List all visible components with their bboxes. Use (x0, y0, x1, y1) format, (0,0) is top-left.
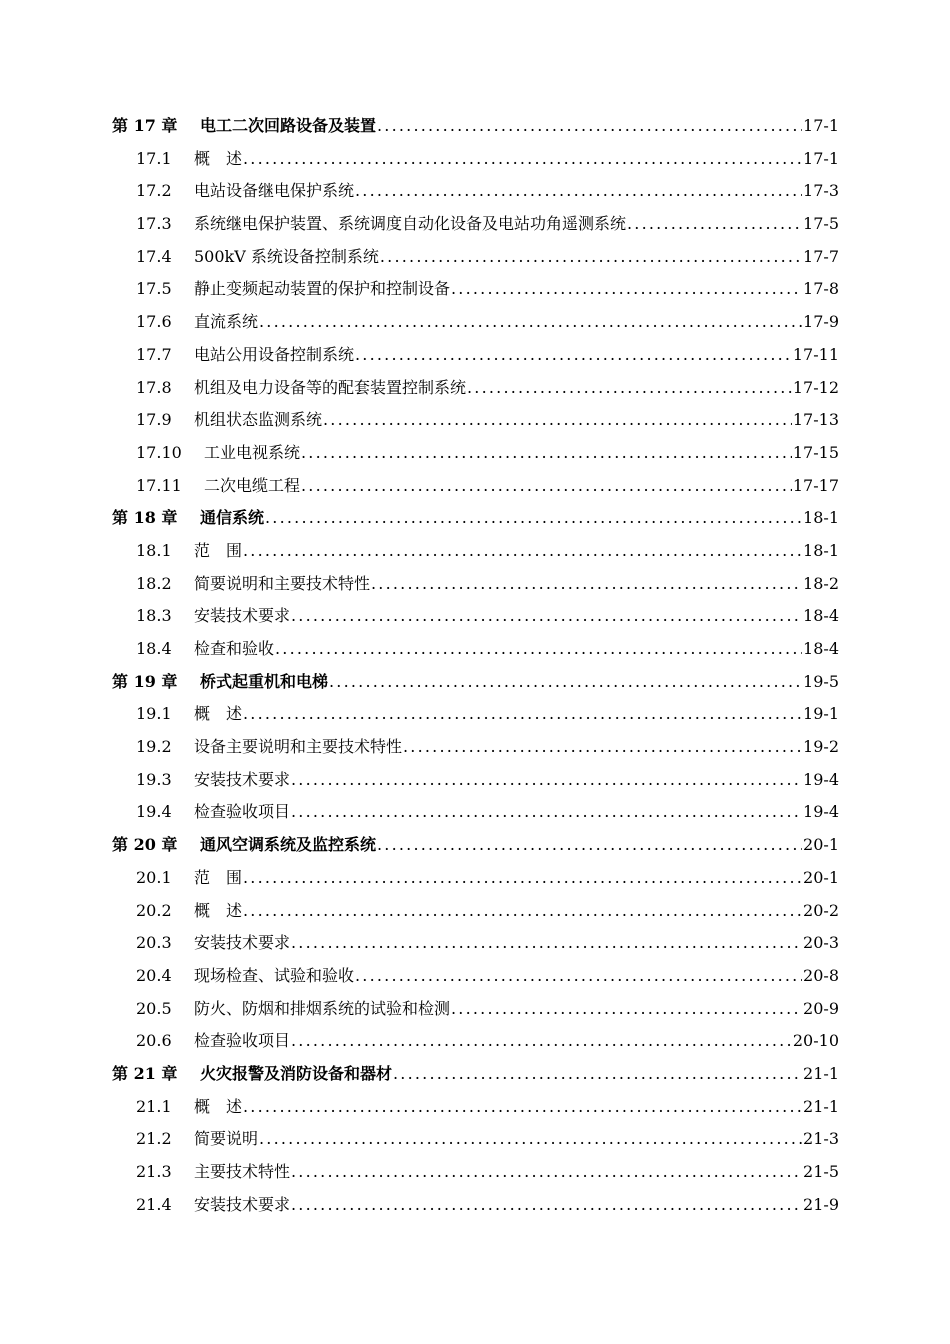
dot-leader (291, 1156, 802, 1189)
toc-page-number: 17-7 (803, 246, 839, 266)
toc-entry-number: 19.3 (136, 769, 172, 789)
toc-page-number: 18-4 (803, 639, 839, 658)
dot-leader (301, 470, 792, 503)
toc-entry-number: 第 18 章 (112, 508, 178, 528)
toc-page-number: 18-1 (803, 508, 839, 528)
toc-entry-title: 工业电视系统 (204, 442, 301, 462)
toc-entry-title: 静止变频起动装置的保护和控制设备 (194, 279, 451, 299)
toc-page-number: 20-3 (803, 933, 839, 953)
toc-entry-title: 通信系统 (200, 508, 265, 528)
toc-entry-title: 设备主要说明和主要技术特性 (194, 737, 403, 757)
toc-entry-title: 安装技术要求 (194, 606, 291, 626)
dot-leader (243, 862, 802, 895)
toc-section-entry[interactable] (112, 404, 839, 437)
toc-entry-number: 19.2 (136, 737, 172, 757)
dot-leader (259, 1123, 802, 1156)
toc-entry-number: 17.2 (136, 181, 172, 201)
toc-section-entry[interactable] (112, 437, 839, 470)
toc-entry-number: 17.11 (136, 475, 182, 495)
toc-entry-number: 17.7 (136, 344, 172, 364)
toc-section-entry[interactable] (112, 372, 839, 405)
toc-page-number: 17-17 (792, 475, 839, 495)
toc-entry-title: 机组状态监测系统 (194, 410, 323, 430)
toc-section-entry[interactable] (112, 208, 839, 241)
dot-leader (291, 927, 802, 960)
toc-entry-title: 直流系统 (194, 312, 259, 332)
toc-entry-title: 现场检查、试验和验收 (194, 965, 355, 985)
toc-page-number: 19-5 (803, 671, 839, 691)
toc-section-entry[interactable] (112, 600, 839, 633)
toc-entry-title: 二次电缆工程 (204, 475, 301, 495)
toc-section-entry[interactable] (112, 339, 839, 372)
toc-page-number: 17-1 (803, 116, 839, 135)
toc-section-entry[interactable] (112, 895, 839, 928)
toc-entry-number: 20.6 (136, 1031, 172, 1051)
toc-page-number: 20-2 (803, 900, 839, 920)
toc-entry-title: 概 述 (194, 148, 243, 168)
toc-entry-number: 19.1 (136, 704, 172, 724)
toc-page-number: 19-2 (803, 737, 839, 757)
toc-entry-number: 18.4 (136, 639, 172, 658)
dot-leader (243, 1091, 802, 1124)
toc-section-entry[interactable] (112, 1123, 839, 1156)
toc-page-number: 20-1 (803, 867, 839, 887)
dot-leader (291, 796, 802, 829)
dot-leader (451, 993, 802, 1026)
toc-section-entry[interactable] (112, 273, 839, 306)
toc-section-entry[interactable] (112, 535, 839, 568)
dot-leader (403, 731, 802, 764)
toc-section-entry[interactable] (112, 960, 839, 993)
toc-page-number: 21-5 (803, 1162, 839, 1181)
toc-section-entry[interactable] (112, 143, 839, 176)
dot-leader (355, 339, 792, 372)
dot-leader (301, 437, 792, 470)
toc-entry-number: 18.2 (136, 573, 172, 593)
dot-leader (259, 306, 802, 339)
toc-entry-number: 21.2 (136, 1129, 172, 1149)
dot-leader (291, 1189, 802, 1222)
toc-page-number: 17-5 (803, 214, 839, 234)
dot-leader (323, 404, 792, 437)
dot-leader (377, 110, 802, 143)
toc-section-entry[interactable] (112, 1156, 839, 1189)
toc-entry-number: 17.1 (136, 148, 172, 168)
toc-page-number: 18-2 (803, 573, 839, 593)
toc-entry-number: 18.1 (136, 540, 172, 560)
toc-page-number: 19-1 (803, 704, 839, 724)
toc-chapter-entry[interactable] (112, 666, 839, 699)
toc-section-entry[interactable] (112, 1189, 839, 1222)
toc-entry-number: 第 20 章 (112, 835, 178, 855)
toc-section-entry[interactable] (112, 698, 839, 731)
toc-page-number: 19-4 (803, 802, 839, 822)
toc-entry-number: 20.5 (136, 998, 172, 1018)
toc-page-number: 18-4 (803, 606, 839, 626)
toc-page-number: 17-13 (792, 410, 839, 430)
toc-entry-number: 20.3 (136, 933, 172, 953)
toc-chapter-entry[interactable] (112, 829, 839, 862)
toc-section-entry[interactable] (112, 568, 839, 601)
dot-leader (627, 208, 802, 241)
dot-leader (291, 1025, 792, 1058)
toc-entry-title: 电站设备继电保护系统 (194, 181, 355, 201)
toc-section-entry[interactable] (112, 470, 839, 503)
toc-entry-title: 安装技术要求 (194, 769, 291, 789)
toc-chapter-entry[interactable] (112, 502, 839, 535)
toc-entry-title: 检查验收项目 (194, 802, 291, 822)
toc-entry-number: 20.4 (136, 965, 172, 985)
dot-leader (467, 372, 792, 405)
toc-entry-title: 安装技术要求 (194, 933, 291, 953)
table-of-contents (112, 110, 839, 1221)
toc-entry-title: 主要技术特性 (194, 1162, 291, 1181)
toc-chapter-entry[interactable] (112, 1058, 839, 1091)
toc-entry-title: 简要说明 (194, 1129, 259, 1149)
toc-entry-title: 系统继电保护装置、系统调度自动化设备及电站功角遥测系统 (194, 214, 627, 234)
toc-entry-number: 第 17 章 (112, 116, 178, 135)
toc-entry-number: 17.9 (136, 410, 172, 430)
toc-page-number: 17-8 (803, 279, 839, 299)
toc-entry-number: 17.10 (136, 442, 182, 462)
toc-entry-title: 范 围 (194, 867, 243, 887)
toc-page-number: 21-1 (803, 1063, 839, 1083)
toc-entry-number: 17.5 (136, 279, 172, 299)
toc-entry-title: 检查验收项目 (194, 1031, 291, 1051)
toc-entry-title: 概 述 (194, 704, 243, 724)
dot-leader (355, 960, 802, 993)
dot-leader (329, 666, 802, 699)
toc-entry-title: 电工二次回路设备及装置 (200, 116, 377, 135)
toc-entry-title: 机组及电力设备等的配套装置控制系统 (194, 377, 467, 397)
toc-entry-number: 17.6 (136, 312, 172, 332)
toc-entry-title: 火灾报警及消防设备和器材 (200, 1063, 393, 1083)
toc-entry-number: 21.1 (136, 1096, 172, 1116)
toc-page-number: 17-9 (803, 312, 839, 332)
toc-entry-title: 电站公用设备控制系统 (194, 344, 355, 364)
dot-leader (265, 502, 802, 535)
toc-entry-number: 20.1 (136, 867, 172, 887)
dot-leader (243, 698, 802, 731)
toc-page-number: 21-9 (803, 1194, 839, 1214)
toc-page-number: 17-15 (792, 442, 839, 462)
toc-page-number: 17-12 (792, 377, 839, 397)
dot-leader (243, 535, 802, 568)
toc-section-entry[interactable] (112, 241, 839, 274)
toc-entry-number: 18.3 (136, 606, 172, 626)
dot-leader (393, 1058, 802, 1091)
toc-section-entry[interactable] (112, 927, 839, 960)
dot-leader (243, 895, 802, 928)
toc-page-number: 17-3 (803, 181, 839, 201)
toc-page-number: 18-1 (803, 540, 839, 560)
dot-leader (291, 764, 802, 797)
toc-section-entry[interactable] (112, 1025, 839, 1058)
toc-entry-title: 桥式起重机和电梯 (200, 671, 329, 691)
toc-entry-number: 19.4 (136, 802, 172, 822)
toc-entry-number: 第 19 章 (112, 671, 178, 691)
toc-entry-number: 第 21 章 (112, 1063, 178, 1083)
toc-page-number: 21-3 (803, 1129, 839, 1149)
toc-entry-number: 20.2 (136, 900, 172, 920)
dot-leader (243, 143, 802, 176)
dot-leader (291, 600, 802, 633)
toc-entry-title: 概 述 (194, 900, 243, 920)
toc-section-entry[interactable] (112, 633, 839, 666)
toc-entry-title: 简要说明和主要技术特性 (194, 573, 371, 593)
toc-entry-title: 通风空调系统及监控系统 (200, 835, 377, 855)
toc-entry-title: 防火、防烟和排烟系统的试验和检测 (194, 998, 451, 1018)
toc-chapter-entry[interactable] (112, 110, 839, 143)
toc-page-number: 20-10 (792, 1031, 839, 1051)
toc-section-entry[interactable] (112, 764, 839, 797)
toc-page-number: 20-9 (803, 998, 839, 1018)
toc-page-number: 21-1 (803, 1096, 839, 1116)
dot-leader (371, 568, 802, 601)
toc-page-number: 17-1 (803, 148, 839, 168)
toc-entry-title: 检查和验收 (194, 639, 275, 658)
toc-entry-number: 17.3 (136, 214, 172, 234)
dot-leader (377, 829, 802, 862)
toc-section-entry[interactable] (112, 862, 839, 895)
toc-section-entry[interactable] (112, 306, 839, 339)
toc-entry-number: 17.4 (136, 246, 172, 266)
toc-page-number: 20-8 (803, 965, 839, 985)
toc-entry-title: 安装技术要求 (194, 1194, 291, 1214)
dot-leader (275, 633, 802, 666)
toc-section-entry[interactable] (112, 1091, 839, 1124)
toc-entry-number: 21.3 (136, 1162, 172, 1181)
toc-entry-title: 范 围 (194, 540, 243, 560)
toc-page-number: 20-1 (803, 835, 839, 855)
toc-entry-number: 17.8 (136, 377, 172, 397)
toc-page-number: 17-11 (792, 344, 839, 364)
toc-page-number: 19-4 (803, 769, 839, 789)
toc-section-entry[interactable] (112, 993, 839, 1026)
dot-leader (355, 175, 802, 208)
dot-leader (380, 241, 802, 274)
toc-entry-title: 概 述 (194, 1096, 243, 1116)
toc-section-entry[interactable] (112, 175, 839, 208)
toc-entry-title: 500kV 系统设备控制系统 (194, 246, 379, 266)
toc-section-entry[interactable] (112, 796, 839, 829)
toc-section-entry[interactable] (112, 731, 839, 764)
dot-leader (451, 273, 802, 306)
toc-entry-number: 21.4 (136, 1194, 172, 1214)
